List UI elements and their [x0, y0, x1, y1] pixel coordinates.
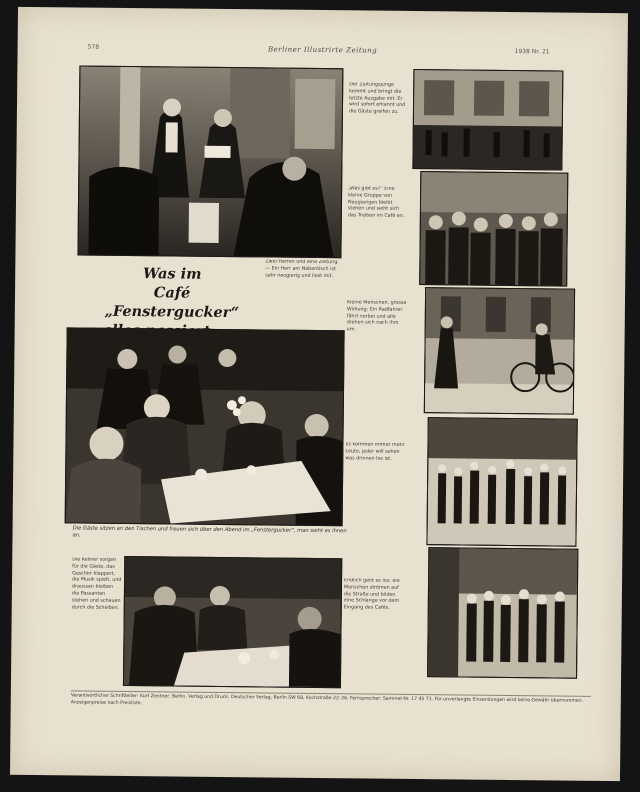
headline-line-2: Café „Fenstergucker“: [104, 284, 240, 322]
photo-cafe-waiters: [77, 65, 343, 258]
headline-line-1: Was im: [142, 265, 202, 283]
masthead-title: Berliner Illustrirte Zeitung: [267, 45, 378, 55]
caption-lower-left: Die Kellner sorgen für die Gäste, das Geschirr klappert, die Musik spielt, und draussen bleiben die Passanten stehen und schauen durch die Scheiben.: [71, 557, 122, 611]
photo-street-crowd: [426, 417, 577, 547]
issue-number: 1938 Nr. 21: [514, 48, 550, 56]
caption-right-mid: „Was gibt es?“ Eine kleine Gruppe von Neugierigen bleibt stehen und sieht sich das Treiben im Café an.: [347, 186, 405, 220]
photo-cyclist: [424, 287, 575, 415]
caption-right-crowd: Es kommen immer mehr Leute, jeder will sehen was drinnen los ist.: [345, 442, 405, 462]
caption-top-right: Der Zeitungsjunge kommt und bringt die letzte Ausgabe mit. Er wird sofort erkannt und die Gäste greifen zu.: [348, 82, 406, 116]
page-number: 578: [87, 43, 100, 51]
newspaper-page: [10, 7, 628, 781]
photo-queue-entrance: [427, 547, 578, 679]
caption-under-top-photo: Zwei Herren und eine Zeitung. — Ein Herr am Nebentisch ist sehr neugierig und liest mit.: [265, 259, 339, 279]
caption-right-bike: Kleine Menschen, grosse Wirkung: Ein Radfahrer fährt vorbei und alle drehen sich nach ihm um.: [346, 300, 407, 333]
caption-strip: Die Gäste sitzen an den Tischen und freuen sich über den Abend im „Fenstergucker“, man sieht es ihnen an.: [72, 525, 347, 539]
photo-street-facade: [412, 69, 563, 171]
photo-crowd-window: [419, 171, 568, 287]
photo-diners: [123, 556, 342, 688]
caption-bottom-right: Endlich geht es los: die Menschen strömen auf die Straße und bilden eine Schlange vor dem Eingang des Cafés.: [343, 578, 400, 611]
photo-group-at-table: [65, 327, 345, 526]
page-footer: Verantwortlicher Schriftleiter: Kurt Zentner, Berlin. Verlag und Druck: Deutscher Verlag, Berlin SW 68, Kochstraße 22–26. Fernsprecher: Sammel-Nr. 17 45 71. Für unverlangte Einsendungen wird keine Gewähr übernommen. Anzeigenpreise nach Preisliste.: [71, 690, 591, 711]
